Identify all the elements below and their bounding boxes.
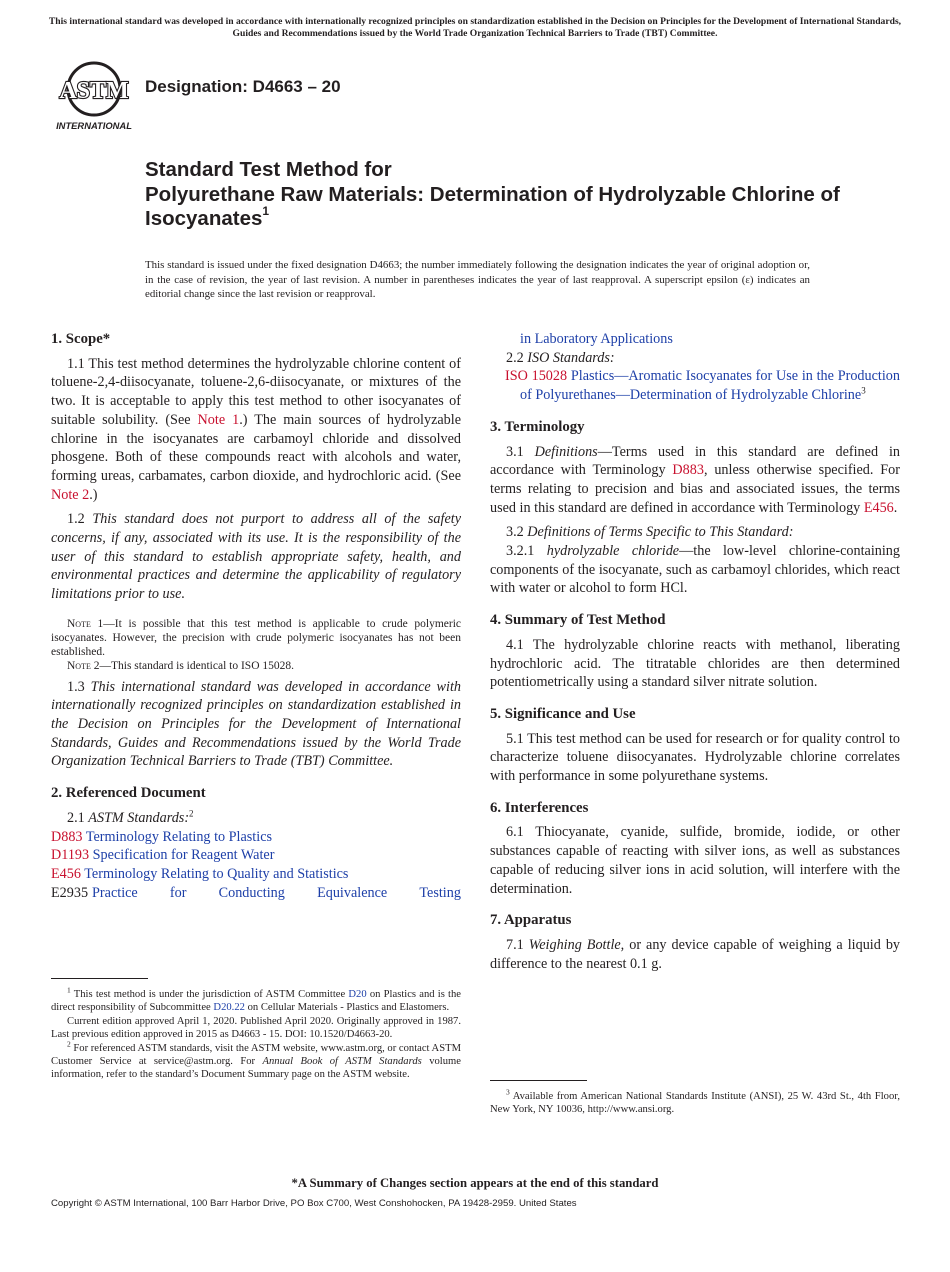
e456-link[interactable]: E456 bbox=[863, 499, 894, 516]
document-title bbox=[145, 158, 865, 232]
note-2-link[interactable]: Note 2 bbox=[51, 486, 90, 503]
logo-subtext: INTERNATIONAL bbox=[56, 120, 132, 131]
issue-note: This standard is issued under the fixed designation D4663; the number immediately following the designation indicates the year of original adoption or, in the case of revision, the year of last revision. A number in parentheses indicates the year of last reapproval. A superscript epsilon (ε) indicates an editorial change since the last revision or reapproval. bbox=[145, 259, 810, 301]
paragraph-4-1: 4.1 The hydrolyzable chlorine reacts with methanol, liberating hydrochloric acid. The titratable chlorides are then determined potentiometrically using a standard silver nitrate solution. bbox=[490, 636, 900, 691]
paragraph-1-1: 1.1 This test method determines the hydrolyzable chlorine content of toluene-2,4-diisocyanate, toluene-2,6-diisocyanate, or mixtures of the two. It is acceptable to apply this test method to other isocyanates of suitable solubility. (See Note 1.) The main sources of hydrolyzable chlorine in the isocyanates are carbamoyl chloride and dissolved phosgene. Both of these compounds react with alcohols and water, forming ureas, carbamates, carbon dioxide, and hydrochloric acid. (See Note 2.) bbox=[51, 355, 461, 503]
right-column bbox=[490, 330, 901, 1116]
note-2: Note 2—This standard is identical to ISO 15028. bbox=[67, 660, 295, 673]
footnote-2: $^2$ For referenced ASTM standards, visit the ASTM website, www.astm.org, or contact ASTM Customer Service at service@astm.org. For Annual Book of ASTM Standards volume information, refer to the standard’s Document Summary page on the ASTM website. bbox=[51, 1039, 461, 1081]
section-heading: 2. Referenced Document bbox=[51, 785, 206, 802]
copyright: Copyright © ASTM International, 100 Barr Harbor Drive, PO Box C700, West Conshohocken, PA 19428-2959. United States bbox=[51, 1198, 577, 1209]
summary-of-changes-note: *A Summary of Changes section appears at the end of this standard bbox=[291, 1176, 659, 1190]
paragraph-7-1: 7.1 Weighing Bottle, or any device capable of weighing a liquid by difference to the nearest 0.1 g. bbox=[490, 936, 901, 972]
section-heading: 6. Interferences bbox=[490, 799, 589, 816]
note-1: Note 1—It is possible that this test method is applicable to crude polymeric isocyanates. However, the precision with crude polymeric isocyanates has not been established. bbox=[51, 617, 462, 659]
section-heading: 1. Scope* bbox=[51, 331, 111, 347]
logo-text: ASTM bbox=[59, 78, 129, 104]
reference-e456[interactable]: E456 Terminology Relating to Quality and Statistics bbox=[51, 865, 349, 882]
title-footnote-ref[interactable]: 1 bbox=[262, 204, 270, 219]
top-notice: This international standard was developed in accordance with internationally recognized principles on standardization established in the Decision on Principles for the Development of International Standards, Guides and Recommendations issued by the World Trade Organization Technical Barriers to Trade (TBT) Committee. bbox=[48, 16, 902, 39]
designation: Designation: D4663 – 20 bbox=[145, 77, 341, 96]
section-heading: 7. Apparatus bbox=[490, 912, 572, 929]
title-line-1: Standard Test Method for bbox=[145, 158, 392, 181]
footnote-1: $^1$ This test method is under the jurisdiction of ASTM Committee D20 on Plastics and is the direct responsibility of Subcommittee D20.22 on Cellular Materials - Plastics and Elastomers. bbox=[51, 985, 461, 1014]
paragraph-3-1: 3.1 Definitions—Terms used in this standard are defined in accordance with Terminology D883, unless otherwise specified. For terms relating to precision and bias and associated issues, the terms used in this standard are defined in accordance with Terminology E456. bbox=[490, 443, 900, 516]
left-column bbox=[51, 330, 462, 1081]
reference-e2935[interactable]: E2935 Practice for Conducting Equivalence Testing bbox=[51, 884, 461, 901]
reference-d1193[interactable]: D1193 Specification for Reagent Water bbox=[51, 847, 275, 864]
paragraph-3-2-1: 3.2.1 hydrolyzable chloride—the low-level chlorine-containing components of the isocyanate, such as carbamoyl chlorides, which react with water or alcohol to form HCl. bbox=[490, 543, 900, 597]
paragraph-1-2: 1.2 This standard does not purport to address all of the safety concerns, if any, associated with its use. It is the responsibility of the user of this standard to establish appropriate safety, health, and environmental practices and determine the applicability of regulatory limitations prior to use. bbox=[51, 511, 461, 603]
astm-logo bbox=[52, 58, 136, 132]
paragraph-1-3: 1.3 This international standard was developed in accordance with internationally recognized principles on standardization established in the Decision on Principles for the Development of International Standards, Guides and Recommendations issued by the World Trade Organization Technical Barriers to Trade (TBT) Committee. bbox=[51, 678, 461, 770]
d883-link[interactable]: D883 bbox=[672, 462, 704, 479]
paragraph-2-1: 2.1 ASTM Standards:$^2$ bbox=[67, 808, 194, 826]
paragraph-5-1: 5.1 This test method can be used for research or for quality control to characterize toluene diisocyanates. Hydrolyzable chlorine correlates with performance in some polyurethane systems. bbox=[490, 730, 900, 785]
footnote-3: $^3$ Available from American National Standards Institute (ANSI), 25 W. 43rd St., 4th Floor, New York, NY 10036, http://www.ansi.org. bbox=[490, 1087, 900, 1116]
section-heading: 3. Terminology bbox=[490, 418, 585, 435]
committee-d20-link[interactable]: D20 bbox=[348, 989, 367, 1000]
section-heading: 5. Significance and Use bbox=[490, 705, 636, 722]
paragraph-6-1: 6.1 Thiocyanate, cyanide, sulfide, bromide, iodide, or other substances capable of reacting with silver ions, as well as substances capable of reducing silver ions in acid solution, will interfere with the determination. bbox=[490, 824, 900, 897]
reference-iso-15028[interactable]: ISO 15028 Plastics—Aromatic Isocyanates for Use in the Production of Polyurethanes—Determination of Hydrolyzable Chlorine$^3$ bbox=[505, 368, 900, 404]
subcommittee-d20-22-link[interactable]: D20.22 bbox=[213, 1002, 245, 1014]
section-heading: 4. Summary of Test Method bbox=[490, 612, 666, 629]
paragraph-3-2: 3.2 Definitions of Terms Specific to This Standard: bbox=[506, 524, 794, 541]
edition-note: Current edition approved April 1, 2020. Published April 2020. Originally approved in 1987. Last previous edition approved in 2015 as D4663 - 15. DOI: 10.1520/D4663-20. bbox=[51, 1015, 461, 1041]
note-1-link[interactable]: Note 1 bbox=[197, 411, 240, 428]
reference-e2935-continued[interactable]: in Laboratory Applications bbox=[520, 331, 673, 347]
paragraph-2-2: 2.2 ISO Standards: bbox=[506, 349, 615, 366]
title-line-2: Polyurethane Raw Materials: Determination of Hydrolyzable Chlorine of Isocyanates$^1$ bbox=[145, 182, 840, 230]
reference-d883[interactable]: D883 Terminology Relating to Plastics bbox=[51, 828, 273, 845]
